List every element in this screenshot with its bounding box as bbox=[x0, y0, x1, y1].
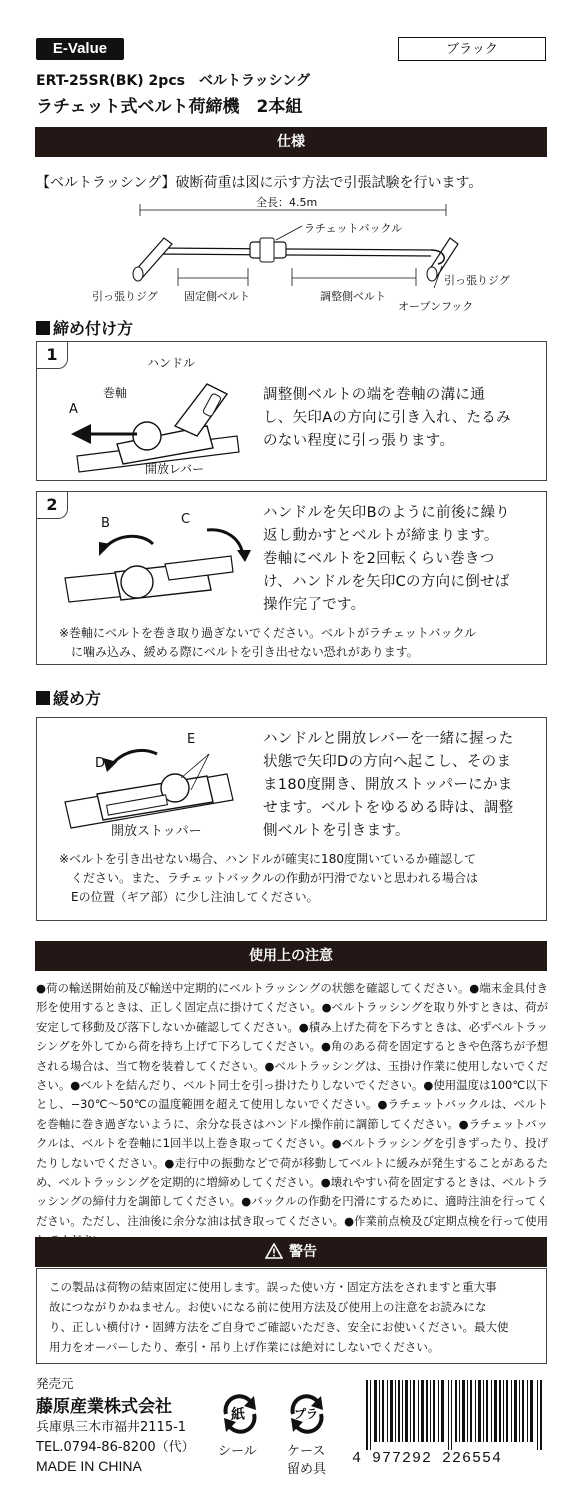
company-tel: TEL.0794-86-8200（代） bbox=[36, 1440, 195, 1455]
warning-line: 用力をオーバーしたり、牽引・吊り上げ作業には絶対にしないでください。 bbox=[49, 1340, 440, 1354]
warning-triangle-icon bbox=[265, 1240, 283, 1270]
adjust-belt-label: 調整側ベルト bbox=[320, 290, 386, 303]
ratchet-buckle-label: ラチェットバックル bbox=[304, 222, 403, 235]
heading-square-icon bbox=[36, 321, 50, 335]
release-stopper-label: 開放ストッパー bbox=[111, 824, 202, 839]
plastic-mark-label-2: 留め具 bbox=[287, 1462, 327, 1477]
step2-line: け、ハンドルを矢印Cの方向に倒せば bbox=[263, 574, 510, 590]
step1-line: のない程度に引っ張ります。 bbox=[263, 433, 455, 449]
step2-note-line: ※巻軸にベルトを巻き取り過ぎないでください。ベルトがラチェットバックル bbox=[59, 626, 477, 640]
step1-line: し、矢印Aの方向に引き入れ、たるみ bbox=[263, 410, 511, 426]
warning-line: この製品は荷物の結束固定に使用します。誤った使い方・固定方法をされますと重大事 bbox=[49, 1280, 497, 1294]
country-of-origin: MADE IN CHINA bbox=[36, 1458, 142, 1474]
barcode bbox=[362, 1380, 548, 1450]
barcode-bars bbox=[362, 1380, 548, 1450]
seller-label: 発売元 bbox=[36, 1376, 74, 1391]
step2-line: 返し動かすとベルトが締まります。 bbox=[263, 528, 499, 544]
warning-line: 故につながりかねません。お使いになる前に使用方法及び使用上の注意をお読みにな bbox=[49, 1300, 487, 1314]
loosen-heading: 緩め方 bbox=[36, 686, 101, 709]
warning-title: 警告 bbox=[289, 1244, 317, 1260]
spec-bar: 仕様 bbox=[35, 127, 547, 157]
brand-logo: E-Value bbox=[36, 38, 124, 60]
jig-right-label: 引っ張りジグ bbox=[444, 274, 510, 287]
paper-mark-label: シール bbox=[218, 1444, 257, 1459]
step2-line: 操作完了です。 bbox=[263, 597, 366, 613]
product-title: ラチェット式ベルト荷締機 2本組 bbox=[36, 97, 303, 117]
step2-line: ハンドルを矢印Bのように前後に繰り bbox=[263, 505, 511, 521]
arrow-b-label: B bbox=[101, 516, 110, 531]
loosen-line: 側ベルトを引きます。 bbox=[263, 823, 410, 839]
barcode-number: 4 977292 226554 bbox=[352, 1450, 503, 1467]
step2-note-line: に噛み込み、緩める際にベルトを引き出せない恐れがあります。 bbox=[71, 645, 419, 659]
length-label: 全長：4.5m bbox=[256, 196, 318, 209]
plastic-mark-label: ケース bbox=[287, 1444, 326, 1459]
color-label: ブラック bbox=[398, 37, 546, 61]
arrow-a-label: A bbox=[69, 402, 78, 417]
loosen-line: ハンドルと開放レバーを一緒に握った bbox=[263, 731, 514, 747]
step1-line: 調整側ベルトの端を巻軸の溝に通 bbox=[263, 387, 485, 403]
caution-bar: 使用上の注意 bbox=[35, 941, 547, 971]
loosen-line: せます。ベルトをゆるめる時は、調整 bbox=[263, 800, 514, 816]
spec-text: 【ベルトラッシング】破断荷重は図に示す方法で引張試験を行います。 bbox=[36, 175, 483, 191]
warning-line: り、正しい横付け・固縛方法をご自身でご確認いただき、安全にお使いください。最大使 bbox=[49, 1320, 509, 1334]
jig-left-label: 引っ張りジグ bbox=[92, 290, 158, 303]
step2-number: 2 bbox=[37, 492, 68, 519]
plastic-recycle-icon: プラ bbox=[285, 1392, 329, 1436]
loosen-line: 状態で矢印Dの方向へ起こし、そのま bbox=[263, 754, 512, 770]
heading-square-icon bbox=[36, 691, 50, 705]
caution-text: ●荷の輸送開始前及び輸送中定期的にベルトラッシングの状態を確認してください。●端末金具付き形を使用するときは、正しく固定点に掛けてください。●ベルトラッシングを取り外すときは、荷が安定して移動及び落下しないか確認してください。●積み上げた荷を下ろすときは、必ずベルトラッシングを外してから荷を持ち上げて下ろしてください。●角のある荷を固定するときや色落ちが予想される場合は、当て物を装着してください。●ベルトラッシングは、玉掛け作業に使用しないでください。●ベルトを結んだり、ベルト同士を引っ掛けたりしないでください。●使用温度は100℃以下とし、−30℃〜50℃の温度範囲を超えて使用しないでください。●ラチェットバックルは、ベルトを巻軸に巻き過ぎないように、余分な長さはハンドル操作前に調節してください。●ラチェットバックルは、ベルトを巻軸に1回半以上巻き取ってください。●ベルトラッシングを引きずったり、投げたりしないでください。●走行中の振動などで荷が移動してベルトに緩みが発生することがあるため、ベルトラッシングを定期的に増締めしてください。●壊れやすい荷を固定するときは、ベルトラッシングの締付力を調節してください。●バックルの作動を円滑にするために、適時注油を行ってください。ただし、注油後に余分な油は拭き取ってください。●作業前点検及び定期点検を行って使用 bbox=[36, 981, 548, 1228]
loosen-note-line: Eの位置（ギア部）に少し注油してください。 bbox=[71, 890, 319, 904]
release-lever-label: 開放レバー bbox=[145, 462, 205, 476]
step1-number: 1 bbox=[37, 342, 68, 369]
warning-box bbox=[36, 1268, 547, 1364]
model-number: ERT-25SR(BK) 2pcs ベルトラッシング bbox=[36, 73, 311, 89]
loosen-note-line: ※ベルトを引き出せない場合、ハンドルが確実に180度開いているか確認して bbox=[59, 852, 476, 866]
company-name: 藤原産業株式会社 bbox=[36, 1397, 172, 1417]
company-address: 兵庫県三木市福井2115-1 bbox=[36, 1420, 187, 1435]
loosen-box bbox=[36, 717, 547, 921]
open-hook-label: オープンフック bbox=[398, 300, 474, 313]
step2-line: 巻軸にベルトを2回転くらい巻きつ bbox=[263, 551, 495, 567]
step2-illustration bbox=[55, 516, 255, 616]
tension-test-diagram bbox=[36, 190, 548, 313]
shaft-label: 巻軸 bbox=[103, 386, 128, 400]
warning-bar bbox=[35, 1237, 547, 1267]
arrow-c-label: C bbox=[181, 512, 191, 527]
fasten-heading: 締め付け方 bbox=[36, 316, 133, 339]
fixed-belt-label: 固定側ベルト bbox=[184, 290, 250, 303]
point-e-label: E bbox=[187, 732, 196, 747]
step1-box bbox=[36, 341, 547, 481]
arrow-d-label: D bbox=[95, 756, 106, 771]
paper-recycle-icon: 紙 bbox=[218, 1392, 262, 1436]
handle-label: ハンドル bbox=[147, 356, 196, 370]
loosen-note-line: ください。また、ラチェットバックルの作動が円滑でないと思われる場合は bbox=[71, 871, 479, 885]
loosen-line: ま180度開き、開放ストッパーにかま bbox=[263, 777, 513, 793]
step2-box bbox=[36, 491, 547, 665]
